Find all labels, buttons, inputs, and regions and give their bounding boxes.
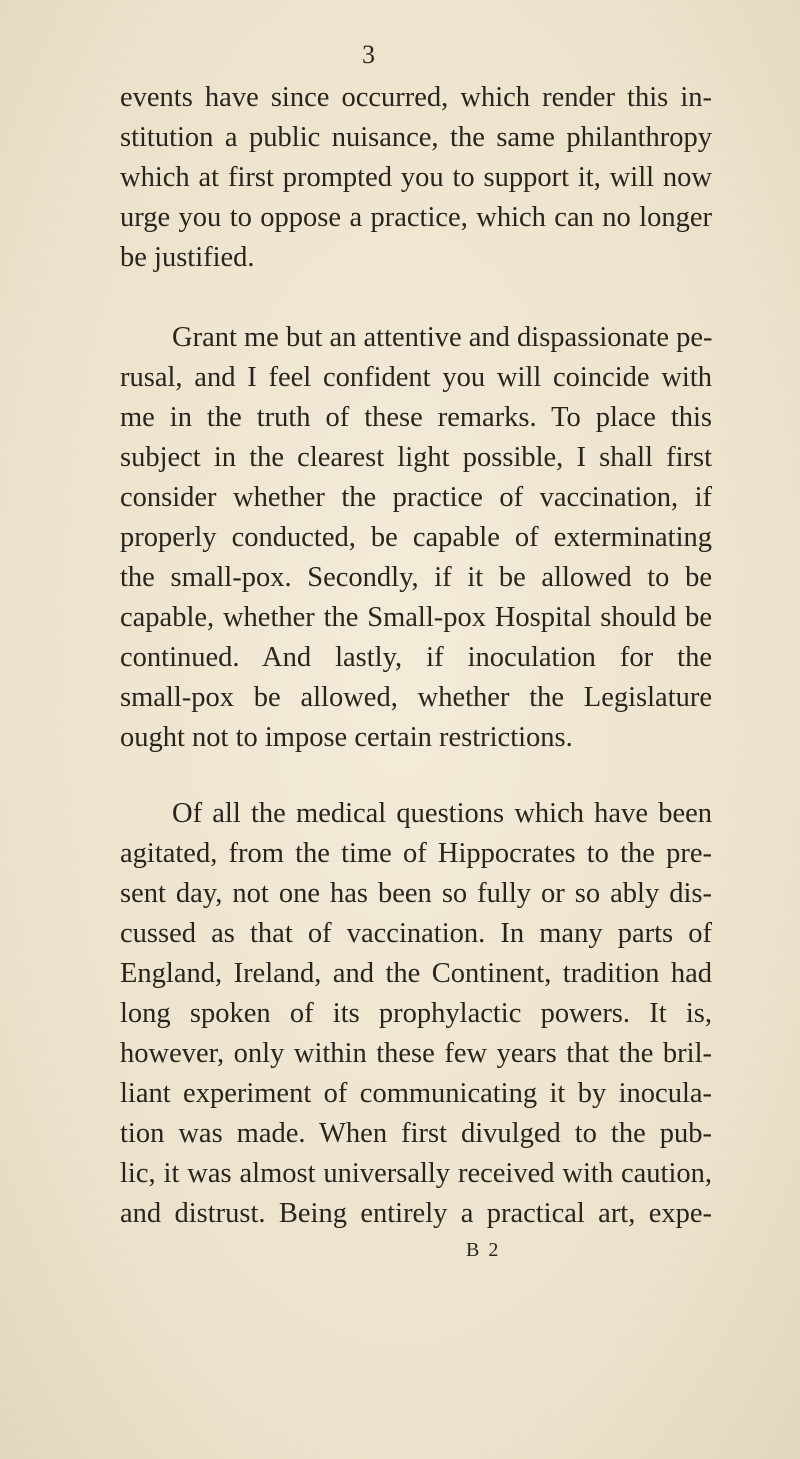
text-line: Of all the medical questions which have been [172,798,712,829]
text-line: and distrust. Being entirely a practical art, expe- [120,1198,712,1229]
text-line: Grant me but an attentive and dispassionate pe- [172,322,713,353]
text-line: which at first prompted you to support it, will now [120,162,712,193]
text-line: urge you to oppose a practice, which can no longer [120,202,712,233]
text-line: however, only within these few years that the bril- [120,1038,712,1069]
text-line: long spoken of its prophylactic powers. It is, [120,998,712,1029]
text-line: properly conducted, be capable of exterminating [120,522,712,553]
text-line: subject in the clearest light possible, I shall first [120,442,712,473]
text-line: sent day, not one has been so fully or so ably dis- [120,878,712,909]
text-line: the small-pox. Secondly, if it be allowed to be [120,562,712,593]
text-line: capable, whether the Small-pox Hospital should be [120,602,712,633]
page-number: 3 [362,40,375,69]
text-line: ought not to impose certain restrictions. [120,722,573,753]
text-line: be justified. [120,242,255,273]
signature-mark: B 2 [466,1239,501,1261]
text-line: me in the truth of these remarks. To place this [120,402,712,433]
text-line: lic, it was almost universally received with caution, [120,1158,712,1189]
text-line: England, Ireland, and the Continent, tradition had [120,958,712,989]
text-line: rusal, and I feel confident you will coincide with [120,362,712,393]
text-line: stitution a public nuisance, the same philanthropy [120,122,712,153]
text-line: consider whether the practice of vaccination, if [120,482,712,513]
text-line: agitated, from the time of Hippocrates to the pre- [120,838,712,869]
text-line: events have since occurred, which render this in- [120,82,712,113]
text-line: continued. And lastly, if inoculation for the [120,642,712,673]
text-line: liant experiment of communicating it by inocula- [120,1078,712,1109]
text-line: cussed as that of vaccination. In many parts of [120,918,712,949]
text-line: tion was made. When first divulged to the pub- [120,1118,712,1149]
text-line: small-pox be allowed, whether the Legislature [120,682,712,713]
